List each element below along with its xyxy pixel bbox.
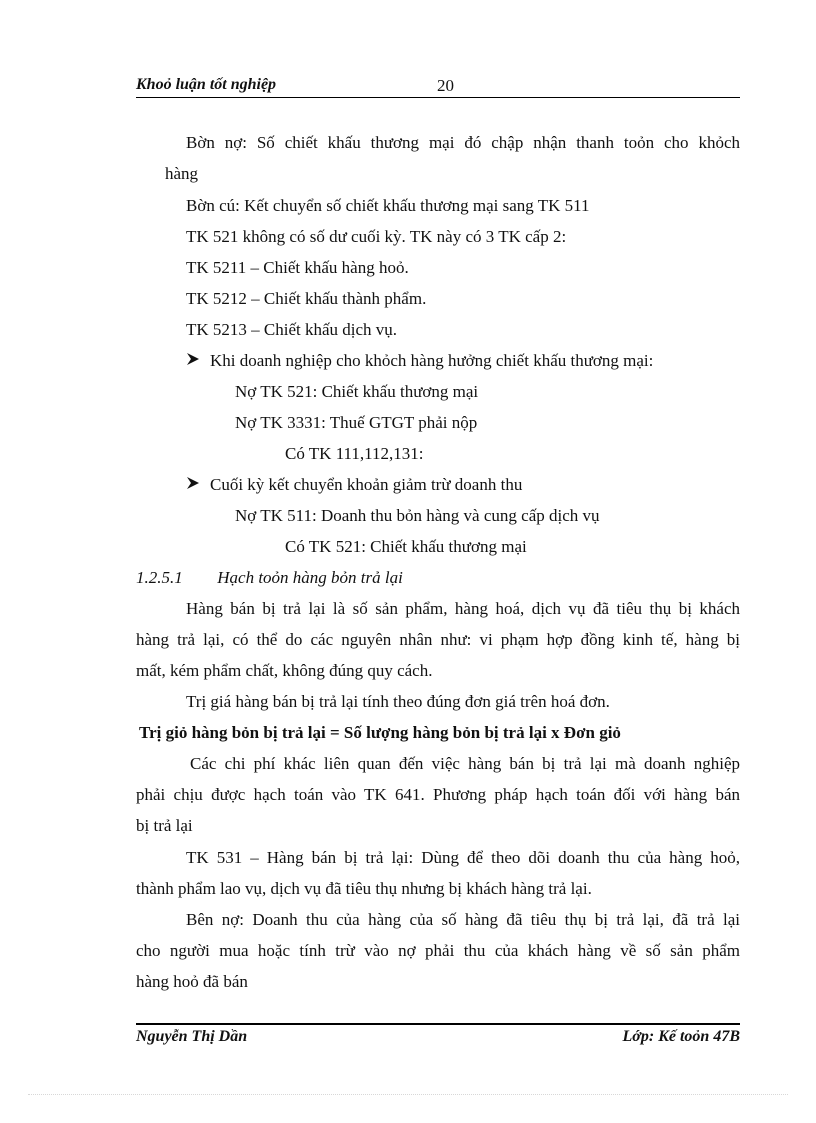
footer-class: Lớp: Kế toỏn 47B <box>622 1028 740 1045</box>
paragraph-line: hàng trả lại, có thể do các nguyên nhân như: vi phạm hợp đồng kinh tế, hàng bị <box>136 630 740 649</box>
section-heading <box>136 568 403 588</box>
paragraph-line: TK 5213 – Chiết khấu dịch vụ. <box>186 320 398 339</box>
paragraph-line: TK 521 không có số dư cuối kỳ. TK này có 3 TK cấp 2: <box>186 227 567 246</box>
paragraph-line: phải chịu được hạch toán vào TK 641. Phương pháp hạch toán đối với hàng bán <box>136 785 740 804</box>
bullet-item <box>186 351 653 372</box>
paragraph-line: thành phẩm lao vụ, dịch vụ đã tiêu thụ nhưng bị khách hàng trả lại. <box>136 879 592 898</box>
paragraph-line: Bờn nợ: Số chiết khấu thương mại đó chập nhận thanh toỏn cho khỏch <box>186 133 740 152</box>
bullet-text: Cuối kỳ kết chuyển khoản giảm trừ doanh thu <box>210 475 523 494</box>
arrowhead-bullet-icon <box>186 352 210 372</box>
entry-line: Nợ TK 511: Doanh thu bỏn hàng và cung cấp dịch vụ <box>235 506 600 525</box>
formula-line: Trị giỏ hàng bỏn bị trả lại = Số lượng hàng bỏn bị trả lại x Đơn giỏ <box>139 723 621 742</box>
entry-line: Có TK 111,112,131: <box>285 444 424 463</box>
bullet-text: Khi doanh nghiệp cho khỏch hàng hưởng chiết khấu thương mại: <box>210 351 654 370</box>
paragraph-line: cho người mua hoặc tính trừ vào nợ phải thu của khách hàng về số sản phẩm <box>136 941 740 960</box>
footer-author: Nguyễn Thị Dần <box>136 1028 248 1045</box>
entry-line: Nợ TK 521: Chiết khấu thương mại <box>235 382 479 401</box>
paragraph-line: Trị giá hàng bán bị trả lại tính theo đúng đơn giá trên hoá đơn. <box>186 692 610 711</box>
paragraph-line: Bên nợ: Doanh thu của hàng của số hàng đã tiêu thụ bị trả lại, đã trả lại <box>186 910 740 929</box>
paragraph-line: Các chi phí khác liên quan đến việc hàng bán bị trả lại mà doanh nghiệp <box>190 754 740 773</box>
bullet-item <box>186 475 522 496</box>
paragraph-line: Hàng bán bị trả lại là số sản phẩm, hàng hoá, dịch vụ đã tiêu thụ bị khách <box>186 599 740 618</box>
paragraph-line: TK 5212 – Chiết khấu thành phẩm. <box>186 289 427 308</box>
page-number: 20 <box>437 76 454 95</box>
entry-line: Có TK 521: Chiết khấu thương mại <box>285 537 527 556</box>
header-title: Khoỏ luận tốt nghiệp <box>136 76 277 93</box>
paragraph-line: TK 531 – Hàng bán bị trả lại: Dùng để theo dõi doanh thu của hàng hoỏ, <box>186 848 740 867</box>
paragraph-line: hàng <box>165 164 199 183</box>
paragraph-line: hàng hoỏ đã bán <box>136 972 248 991</box>
paragraph-line: Bờn cú: Kết chuyển số chiết khấu thương mại sang TK 511 <box>186 196 590 215</box>
header-rule <box>136 97 740 98</box>
arrowhead-bullet-icon <box>186 476 210 496</box>
footer-rule <box>136 1023 740 1025</box>
section-number: 1.2.5.1 <box>136 568 183 587</box>
page-edge-divider <box>28 1094 788 1095</box>
paragraph-line: TK 5211 – Chiết khấu hàng hoỏ. <box>186 258 409 277</box>
entry-line: Nợ TK 3331: Thuế GTGT phải nộp <box>235 413 478 432</box>
section-title: Hạch toỏn hàng bỏn trả lại <box>217 568 403 587</box>
paragraph-line: bị trả lại <box>136 816 193 835</box>
paragraph-line: mất, kém phẩm chất, không đúng quy cách. <box>136 661 433 680</box>
